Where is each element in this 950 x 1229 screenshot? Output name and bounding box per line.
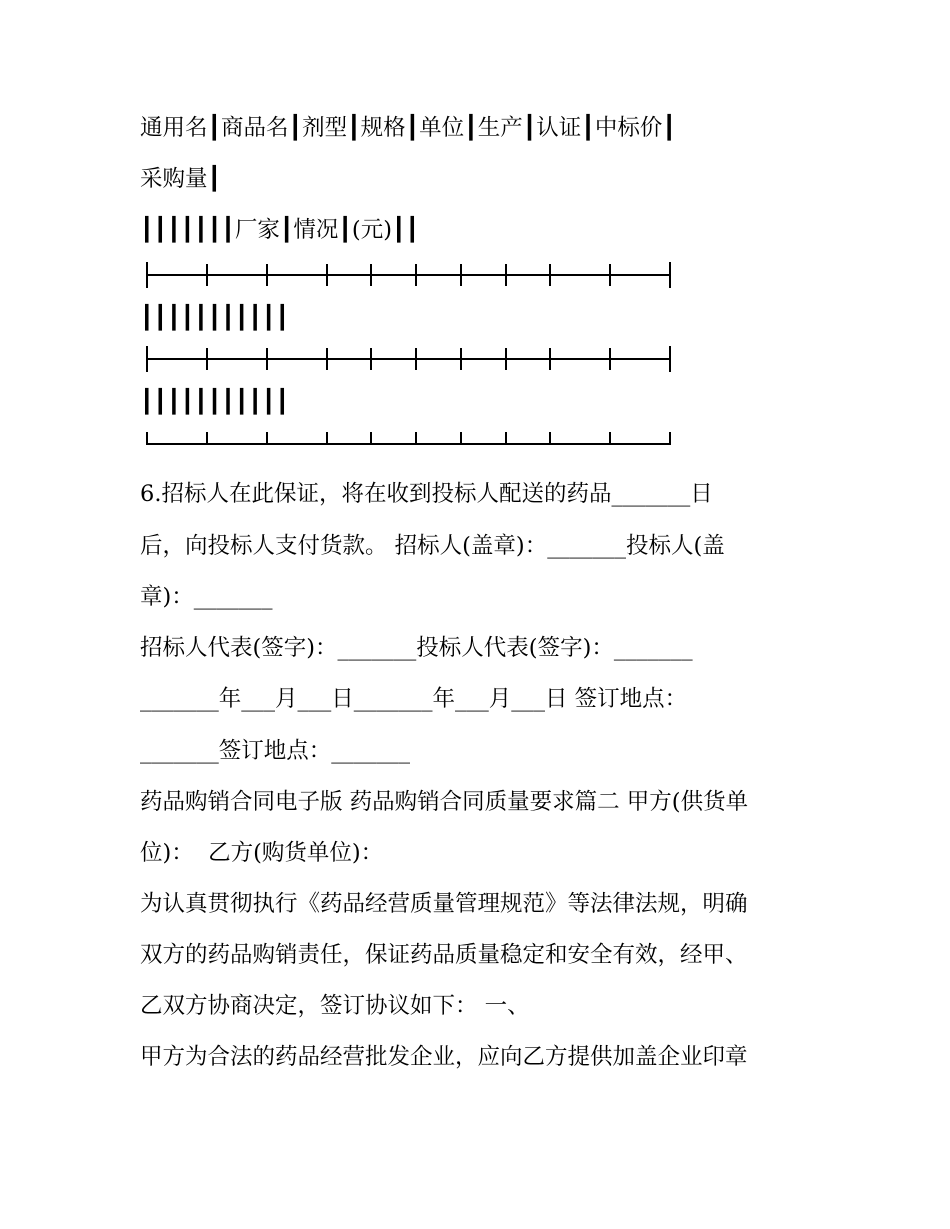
signature-representatives: 招标人代表(签字)：_______投标人代表(签字)：_______ [140, 635, 693, 661]
signature-dates: _______年___月___日_______年___月___日 签订地点： [140, 686, 688, 712]
section-2-intro-line-1: 为认真贯彻执行《药品经营质量管理规范》等法律法规，明确 [140, 891, 748, 917]
table-empty-row-1: ┃┃┃┃┃┃┃┃┃┃┃ [140, 305, 290, 331]
section-2-title-line-2: 位)： 乙方(购货单位)： [140, 840, 384, 866]
table-divider-top [145, 260, 675, 290]
section-2-item-1: 甲方为合法的药品经营批发企业，应向乙方提供加盖企业印章 [140, 1044, 748, 1070]
section-2-title-line-1: 药品购销合同电子版 药品购销合同质量要求篇二 甲方(供货单 [140, 789, 749, 815]
table-empty-row-2: ┃┃┃┃┃┃┃┃┃┃┃ [140, 389, 290, 415]
table-divider-middle [145, 344, 675, 374]
clause-6-line-2: 后，向投标人支付货款。 招标人(盖章)：_______投标人(盖 [140, 533, 725, 559]
section-2-intro-line-2: 双方的药品购销责任，保证药品质量稳定和安全有效，经甲、 [140, 942, 748, 968]
section-2-intro-line-3: 乙双方协商决定，签订协议如下： 一、 [140, 993, 530, 1019]
table-header-row-2: 采购量┃ [140, 166, 222, 192]
clause-6-line-3: 章)：_______ [140, 584, 273, 610]
clause-6-line-1: 6.招标人在此保证，将在收到投标人配送的药品_______日 [140, 481, 713, 507]
table-header-row-1: 通用名┃商品名┃剂型┃规格┃单位┃生产┃认证┃中标价┃ [140, 115, 676, 141]
signature-place: _______签订地点：_______ [140, 738, 411, 764]
table-divider-bottom [145, 428, 675, 458]
table-header-row-3: ┃┃┃┃┃┃┃厂家┃情况┃(元)┃┃ [140, 217, 420, 243]
